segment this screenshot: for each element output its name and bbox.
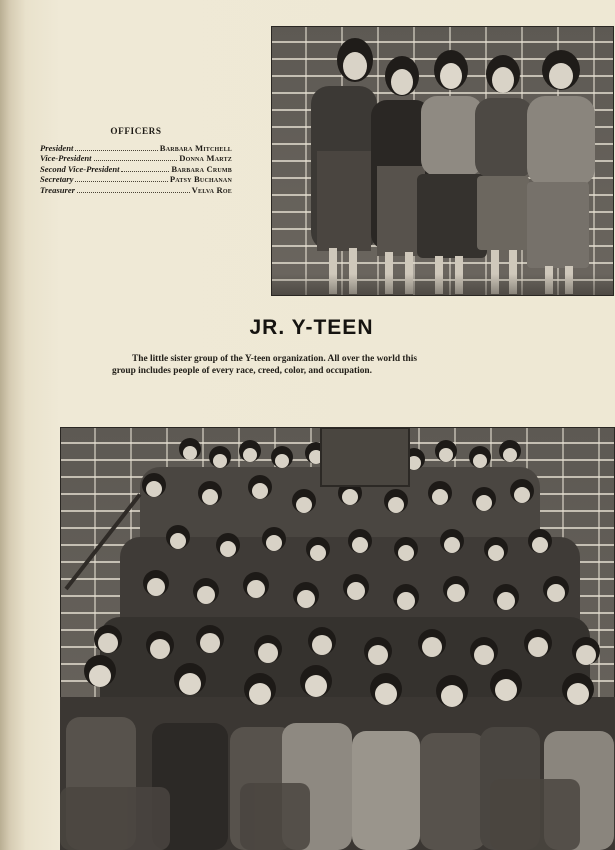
officer-row-president xyxy=(40,143,232,154)
doorway xyxy=(320,427,410,487)
officers-figures xyxy=(271,26,614,296)
officer-role: Vice-President xyxy=(40,153,92,164)
officers-heading: OFFICERS xyxy=(110,126,162,136)
page-title: JR. Y-TEEN xyxy=(249,316,374,339)
officer-role: Second Vice-President xyxy=(40,163,120,174)
officer-figure xyxy=(417,50,487,294)
leader-dots xyxy=(77,191,190,193)
description-line: group includes people of every race, creed, color, and occupation. xyxy=(112,366,372,376)
group-figures xyxy=(60,427,615,850)
club-description xyxy=(112,353,492,377)
officer-row-treasurer xyxy=(40,185,232,196)
officer-name: Donna Martz xyxy=(179,153,232,164)
officer-name: Velva Roe xyxy=(191,184,232,195)
leader-dots xyxy=(75,149,157,151)
officer-row-second-vice-president xyxy=(40,164,232,175)
officer-row-vice-president xyxy=(40,153,232,164)
officer-role: Secretary xyxy=(40,174,74,185)
officer-name: Barbara Crumb xyxy=(171,163,232,174)
group-photo xyxy=(60,427,615,850)
officer-name: Patsy Buchanan xyxy=(169,174,232,185)
officer-figure xyxy=(311,38,377,294)
officer-name: Barbara Mitchell xyxy=(159,142,232,153)
officer-figure xyxy=(527,50,595,294)
leader-dots xyxy=(94,159,178,161)
officer-role: Treasurer xyxy=(40,184,76,195)
leader-dots xyxy=(75,180,167,182)
floor-shadow xyxy=(271,274,614,296)
officer-figure xyxy=(475,55,533,294)
officer-role: President xyxy=(40,142,74,153)
officers-list xyxy=(40,126,232,196)
group-crowd xyxy=(60,427,615,850)
leader-dots xyxy=(121,170,169,172)
officers-photo xyxy=(271,26,614,296)
officer-row-secretary xyxy=(40,174,232,185)
description-line: The little sister group of the Y-teen organization. All over the world this xyxy=(132,354,417,364)
